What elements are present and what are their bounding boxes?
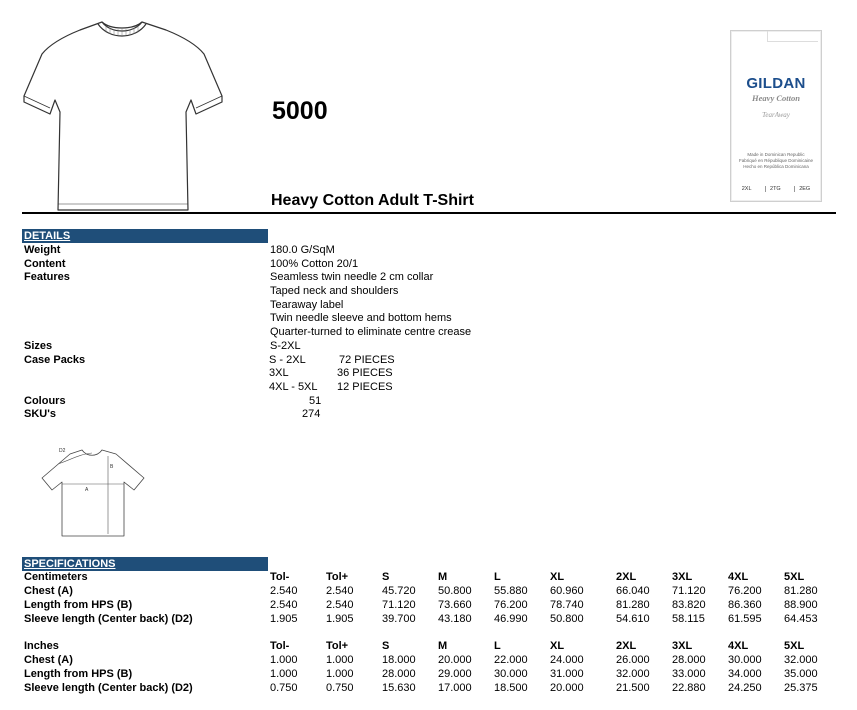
column-header: XL	[550, 640, 565, 652]
table-cell: 34.000	[728, 668, 762, 680]
column-header: Tol-	[270, 571, 290, 583]
table-cell: 0.750	[270, 682, 298, 694]
table-cell: 33.000	[672, 668, 706, 680]
table-cell: 21.500	[616, 682, 650, 694]
tag-made-line: Fabriqué en République Dominicaine	[738, 158, 814, 163]
tag-brand: GILDAN	[746, 75, 806, 92]
tag-made-line: Hecho en República Dominicana	[743, 164, 809, 169]
table-cell: 31.000	[550, 668, 584, 680]
table-cell: 60.960	[550, 585, 584, 597]
table-cell: 15.630	[382, 682, 416, 694]
product-name: Heavy Cotton Adult T-Shirt	[271, 192, 474, 209]
table-cell: 28.000	[672, 654, 706, 666]
table-cell: 76.200	[728, 585, 762, 597]
feature-item: Twin needle sleeve and bottom hems	[270, 312, 452, 324]
tshirt-illustration	[16, 14, 228, 214]
details-header: DETAILS	[22, 229, 268, 243]
table-cell: 58.115	[672, 613, 705, 625]
table-cell: 1.000	[270, 668, 298, 680]
row-label: Sleeve length (Center back) (D2)	[24, 613, 193, 625]
column-header: Tol+	[326, 571, 349, 583]
table-cell: 50.800	[550, 613, 584, 625]
inches-title: Inches	[24, 640, 59, 652]
table-cell: 71.120	[382, 599, 416, 611]
feature-item: Seamless twin needle 2 cm collar	[270, 271, 434, 283]
column-header: 4XL	[728, 640, 749, 652]
table-cell: 2.540	[270, 599, 298, 611]
tag-made-in	[731, 152, 821, 170]
case-packs-label: Case Packs	[24, 354, 86, 366]
sizes-label: Sizes	[24, 340, 53, 352]
table-cell: 78.740	[550, 599, 584, 611]
style-number: 5000	[272, 97, 328, 125]
row-label: Sleeve length (Center back) (D2)	[24, 682, 193, 694]
table-cell: 30.000	[494, 668, 528, 680]
table-cell: 25.375	[784, 682, 818, 694]
table-cell: 1.905	[270, 613, 298, 625]
skus-value: 274	[302, 408, 321, 420]
table-cell: 83.820	[672, 599, 706, 611]
content-label: Content	[24, 258, 66, 270]
case-pack-qty: 36 PIECES	[337, 367, 393, 379]
column-header: S	[382, 640, 390, 652]
column-header: 2XL	[616, 571, 637, 583]
table-cell: 2.540	[270, 585, 298, 597]
table-cell: 81.280	[616, 599, 650, 611]
header-divider	[22, 212, 836, 214]
column-header: 5XL	[784, 640, 805, 652]
column-header: Tol-	[270, 640, 290, 652]
colours-value: 51	[309, 395, 322, 407]
column-header: 3XL	[672, 640, 693, 652]
table-cell: 55.880	[494, 585, 528, 597]
column-header: L	[494, 640, 501, 652]
table-cell: 61.595	[728, 613, 762, 625]
column-header: L	[494, 571, 501, 583]
column-header: XL	[550, 571, 565, 583]
sizes-value: S-2XL	[270, 340, 301, 352]
table-cell: 54.610	[616, 613, 650, 625]
diagram-label-d2: D2	[59, 448, 66, 454]
table-cell: 81.280	[784, 585, 818, 597]
feature-item: Quarter-turned to eliminate centre crease	[270, 326, 472, 338]
table-cell: 20.000	[550, 682, 584, 694]
table-cell: 18.500	[494, 682, 528, 694]
content-value: 100% Cotton 20/1	[270, 258, 359, 270]
table-cell: 50.800	[438, 585, 472, 597]
column-header: 4XL	[728, 571, 749, 583]
column-header: S	[382, 571, 390, 583]
column-header: 5XL	[784, 571, 805, 583]
column-header: 3XL	[672, 571, 693, 583]
row-label: Length from HPS (B)	[24, 668, 133, 680]
table-cell: 64.453	[784, 613, 818, 625]
row-label: Chest (A)	[24, 654, 73, 666]
measurement-diagram	[40, 444, 148, 538]
table-cell: 30.000	[728, 654, 762, 666]
feature-item: Taped neck and shoulders	[270, 285, 399, 297]
table-cell: 1.905	[326, 613, 354, 625]
table-cell: 24.000	[550, 654, 584, 666]
case-pack-range: 3XL	[269, 367, 289, 379]
table-cell: 66.040	[616, 585, 650, 597]
skus-label: SKU's	[24, 408, 56, 420]
column-header: M	[438, 571, 448, 583]
table-cell: 46.990	[494, 613, 528, 625]
tag-line-tearaway: TearAway	[762, 111, 790, 119]
weight-value: 180.0 G/SqM	[270, 244, 335, 256]
table-cell: 43.180	[438, 613, 472, 625]
column-header: M	[438, 640, 448, 652]
brand-label-tag	[730, 30, 822, 202]
case-pack-range: S - 2XL	[269, 354, 306, 366]
column-header: 2XL	[616, 640, 637, 652]
table-cell: 26.000	[616, 654, 650, 666]
table-cell: 86.360	[728, 599, 762, 611]
table-cell: 32.000	[784, 654, 818, 666]
tag-size: 2TG	[765, 186, 781, 192]
table-cell: 29.000	[438, 668, 472, 680]
case-pack-qty: 12 PIECES	[337, 381, 393, 393]
table-cell: 1.000	[326, 668, 354, 680]
column-header: Tol+	[326, 640, 349, 652]
tag-sizes	[735, 186, 817, 192]
tag-size: 2EG	[794, 186, 810, 192]
case-pack-range: 4XL - 5XL	[269, 381, 318, 393]
table-cell: 18.000	[382, 654, 416, 666]
table-cell: 20.000	[438, 654, 472, 666]
diagram-label-b: B	[110, 464, 114, 470]
diagram-label-a: A	[85, 487, 89, 493]
row-label: Chest (A)	[24, 585, 73, 597]
table-cell: 39.700	[382, 613, 416, 625]
feature-item: Tearaway label	[270, 299, 344, 311]
table-cell: 88.900	[784, 599, 818, 611]
table-cell: 32.000	[616, 668, 650, 680]
specifications-header: SPECIFICATIONS	[22, 557, 268, 571]
table-cell: 2.540	[326, 599, 354, 611]
table-cell: 24.250	[728, 682, 762, 694]
table-cell: 22.000	[494, 654, 528, 666]
table-cell: 76.200	[494, 599, 528, 611]
case-pack-qty: 72 PIECES	[339, 354, 395, 366]
table-cell: 22.880	[672, 682, 706, 694]
table-cell: 71.120	[672, 585, 706, 597]
colours-label: Colours	[24, 395, 66, 407]
tag-size: 2XL	[741, 186, 752, 192]
tag-line-heavy-cotton: Heavy Cotton	[752, 93, 800, 103]
row-label: Length from HPS (B)	[24, 599, 133, 611]
table-cell: 17.000	[438, 682, 472, 694]
table-cell: 28.000	[382, 668, 416, 680]
table-cell: 45.720	[382, 585, 416, 597]
table-cell: 2.540	[326, 585, 354, 597]
table-cell: 73.660	[438, 599, 472, 611]
weight-label: Weight	[24, 244, 61, 256]
features-label: Features	[24, 271, 70, 283]
table-cell: 1.000	[270, 654, 298, 666]
centimeters-title: Centimeters	[24, 571, 88, 583]
tag-hang-loop	[767, 31, 818, 42]
tag-made-line: Made in Dominican Republic	[747, 152, 805, 157]
table-cell: 1.000	[326, 654, 354, 666]
table-cell: 35.000	[784, 668, 818, 680]
table-cell: 0.750	[326, 682, 354, 694]
